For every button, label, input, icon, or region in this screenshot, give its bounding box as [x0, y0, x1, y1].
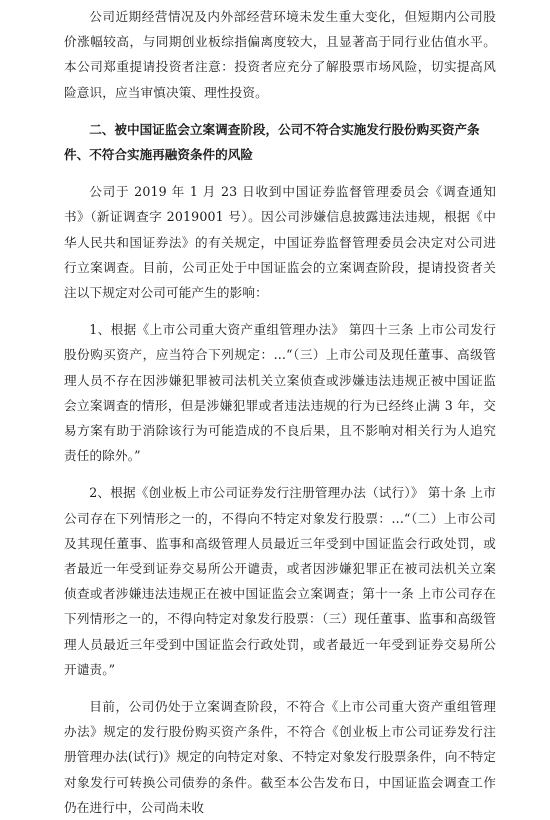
- paragraph-investigation-notice: 公司于 2019 年 1 月 23 日收到中国证券监督管理委员会《调查通知书》（新证调查字 2019001 号）。因公司涉嫌信息披露违法违规，根据《中华人民共和国证券法》的有关规定，中国证券监督管理委员会决定对公司进行立案调查。目前，公司正处于中国证监会的立案调查阶段，提请投资者关注以下规定对公司可能产生的影响：: [64, 184, 496, 301]
- paragraph-current-status: 目前，公司仍处于立案调查阶段，不符合《上市公司重大资产重组管理办法》规定的发行股份购买资产条件，不符合《创业板上市公司证券发行注册管理办法(试行)》规定的向特定对象、不特定对象发行股票条件，向不特定对象发行可转换公司债券的条件。截至本公告发布日，中国证监会调查工作仍在进行中，公司尚未收: [64, 699, 496, 815]
- paragraph-restructuring-rule: 1、根据《上市公司重大资产重组管理办法》 第四十三条 上市公司发行股份购买资产，应当符合下列规定：...“（三）上市公司及现任董事、高级管理人员不存在因涉嫌犯罪被司法机关立案侦查或涉嫌违法违规正被中国证监会立案调查的情形，但是涉嫌犯罪或者违法违规的行为已经终止满 3 年，交易方案有助于消除该行为可能造成的不良后果，且不影响对相关行为人追究责任的除外。”: [64, 322, 496, 464]
- section-heading-2: 二、被中国证监会立案调查阶段，公司不符合实施发行股份购买资产条件、不符合实施再融资条件的风险: [64, 121, 480, 163]
- paragraph-registration-rule: 2、根据《创业板上市公司证券发行注册管理办法（试行）》 第十条 上市公司存在下列情形之一的，不得向不特定对象发行股票：...“（二）上市公司及其现任董事、监事和高级管理人员最近三年受到中国证监会行政处罚，或者最近一年受到证券交易所公开谴责，或者因涉嫌犯罪正在被司法机关立案侦查或者涉嫌违法违规正在被中国证监会立案调查；第十一条 上市公司存在下列情形之一的，不得向特定对象发行股票：（三）现任董事、监事和高级管理人员最近三年受到中国证监会行政处罚，或者最近一年受到证券交易所公开谴责。”: [64, 485, 496, 677]
- document-page: [64, 4, 496, 820]
- paragraph-market-risk: 公司近期经营情况及内外部经营环境未发生重大变化，但短期内公司股价涨幅较高，与同期创业板综指偏离度较大，且显著高于同行业估值水平。本公司郑重提请投资者注意：投资者应充分了解股票市场风险，切实提高风险意识，应当审慎决策、理性投资。: [64, 9, 496, 100]
